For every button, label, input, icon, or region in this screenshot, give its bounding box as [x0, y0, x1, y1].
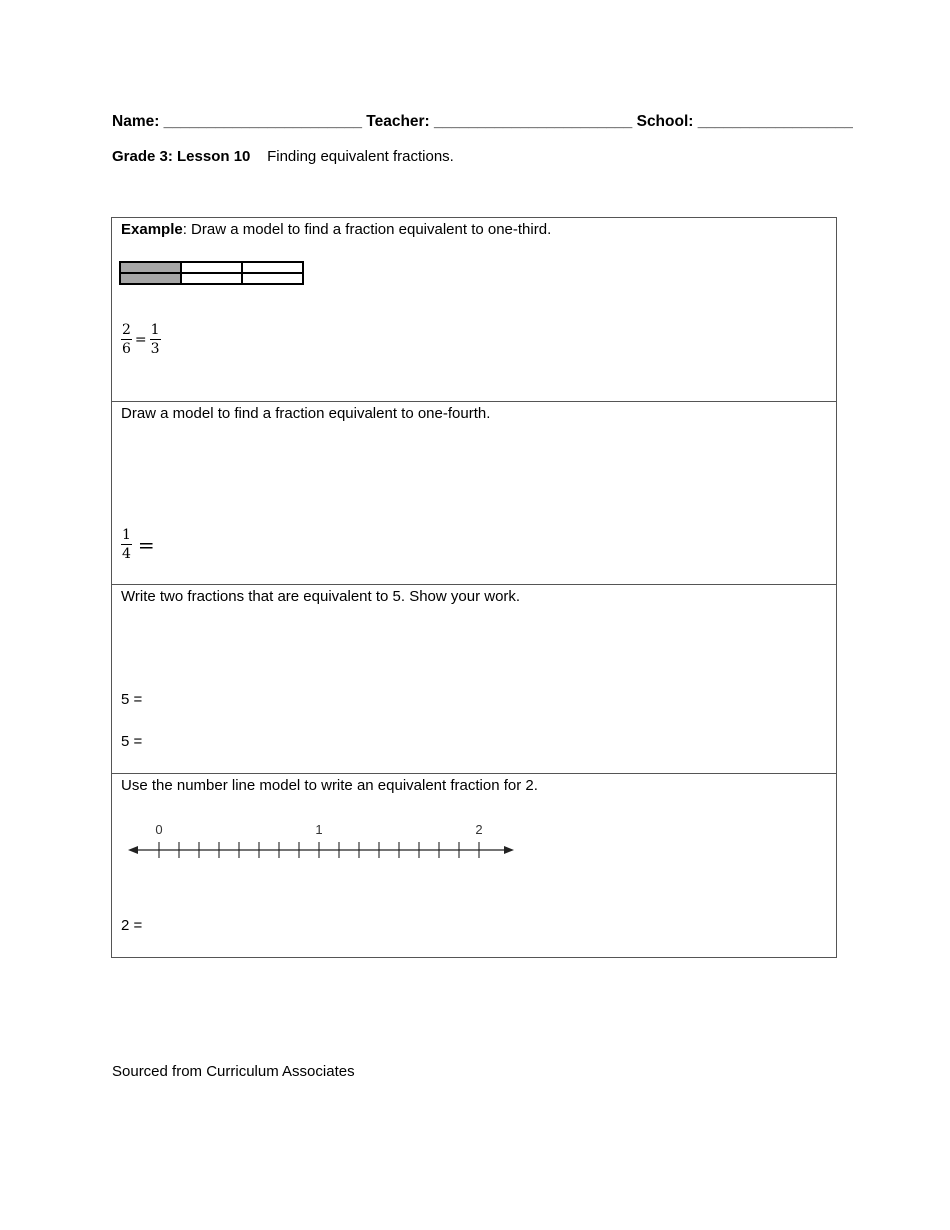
- example-equation: [121, 323, 161, 357]
- model-cell: [181, 262, 242, 273]
- model-cell-shaded: [120, 262, 181, 273]
- numerator: 1: [122, 527, 131, 543]
- model-cell: [242, 262, 303, 273]
- numerator: 1: [150, 322, 160, 338]
- denominator: 3: [150, 341, 160, 357]
- example-prompt: [121, 221, 551, 238]
- thirds-area-model: [119, 261, 304, 285]
- numerator: 2: [122, 322, 131, 338]
- number-line-label: 2: [475, 822, 483, 837]
- number-line-labels: [155, 822, 482, 837]
- equals-sign: =: [137, 533, 155, 557]
- fraction-one-third: [150, 323, 161, 357]
- problem-prompt: Use the number line model to write an equivalent fraction for 2.: [121, 777, 538, 794]
- source-footer: Sourced from Curriculum Associates: [112, 1063, 355, 1080]
- problem-example: [112, 218, 836, 402]
- denominator: 6: [122, 341, 131, 357]
- problem-prompt: Write two fractions that are equivalent to 5. Show your work.: [121, 588, 521, 605]
- number-line-label: 1: [315, 822, 323, 837]
- denominator: 4: [122, 546, 131, 562]
- left-arrow-icon: [128, 846, 138, 854]
- model-cell-shaded: [120, 273, 181, 284]
- right-arrow-icon: [504, 846, 514, 854]
- problem-number-line: [112, 774, 836, 957]
- model-cell: [242, 273, 303, 284]
- lesson-topic: Finding equivalent fractions.: [267, 148, 454, 165]
- equals-sign: =: [134, 332, 147, 348]
- lesson-heading: [112, 148, 454, 165]
- model-cell: [181, 273, 242, 284]
- problem-prompt: Draw a model to find a fraction equivalent to one-fourth.: [121, 405, 491, 422]
- fraction-one-fourth: [121, 528, 132, 562]
- number-line: [127, 820, 517, 864]
- answer-line: 2 =: [121, 917, 143, 934]
- answer-line: 5 =: [121, 691, 143, 708]
- problems-table: [111, 217, 837, 958]
- answer-line: 5 =: [121, 733, 143, 750]
- problem-equivalent-to-five: [112, 585, 836, 774]
- number-line-label: 0: [155, 822, 163, 837]
- student-info-line: Name: _______________________ Teacher: _______________________ School: __________________: [112, 113, 853, 130]
- example-prompt-text: : Draw a model to find a fraction equivalent to one-third.: [182, 221, 552, 238]
- fraction-two-sixths: [121, 323, 132, 357]
- example-label: Example: [121, 221, 183, 238]
- lesson-title: Grade 3: Lesson 10: [112, 148, 251, 165]
- one-fourth-equation: [121, 528, 158, 562]
- problem-one-fourth: [112, 402, 836, 585]
